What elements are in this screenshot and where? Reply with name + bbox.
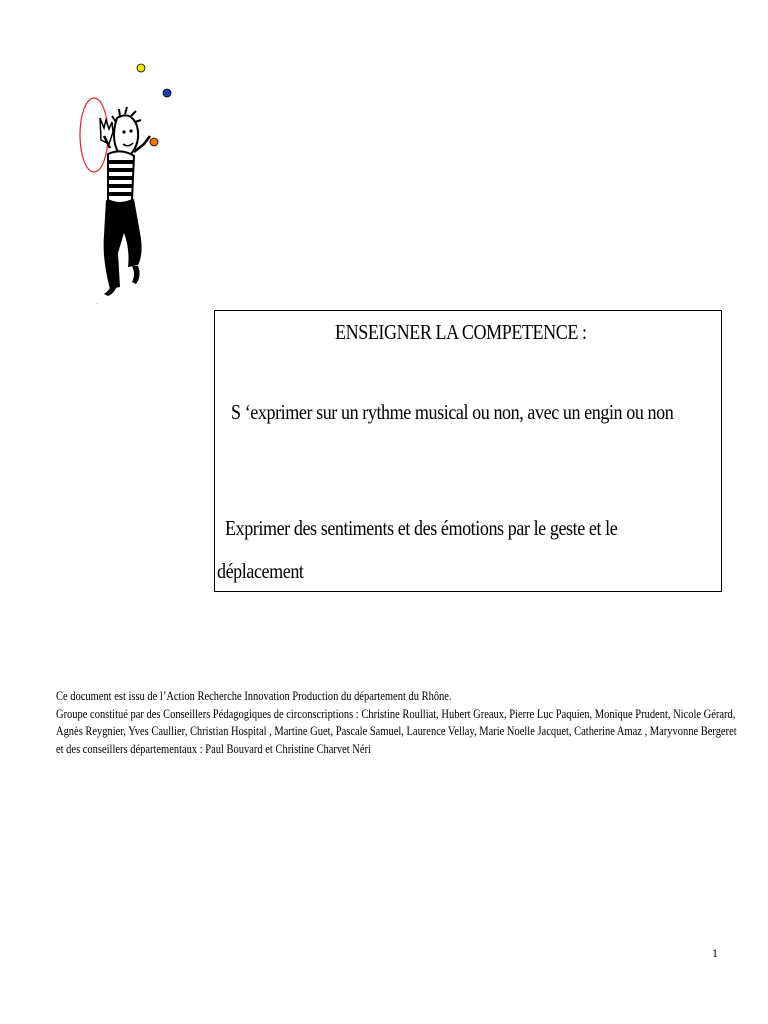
page-number: 1 xyxy=(712,946,718,960)
yellow-ball-icon xyxy=(137,64,145,72)
blue-ball-icon xyxy=(163,89,171,97)
credits-line: et des conseillers départementaux : Paul Bouvard et Christine Charvet Néri xyxy=(56,741,371,756)
competence-statement: S ‘exprimer sur un rythme musical ou non, avec un engin ou non xyxy=(231,400,674,424)
credits-line: Agnès Reygnier, Yves Caullier, Christian Hospital , Martine Guet, Pascale Samuel, Laurence Vellay, Marie Noelle Jacquet, Catherine Amaz , Maryvonne Bergeret xyxy=(56,724,737,738)
svg-text:·: · xyxy=(96,300,99,308)
credits-block xyxy=(56,688,737,758)
objective-line-2: déplacement xyxy=(217,559,304,583)
orange-ball-icon xyxy=(150,138,158,146)
juggler-clipart-icon xyxy=(72,56,172,314)
heading-competence: ENSEIGNER LA COMPETENCE : xyxy=(335,320,587,344)
credits-line: Ce document est issu de l’Action Recherche Innovation Production du département du Rhône. xyxy=(56,689,452,703)
title-box xyxy=(214,310,722,592)
objective-line-1: Exprimer des sentiments et des émotions par le geste et le xyxy=(225,516,618,540)
credits-line: Groupe constitué par des Conseillers Pédagogiques de circonscriptions : Christine Roulliat, Hubert Greaux, Pierre Luc Paquien, Monique Prudent, Nicole Gérard, xyxy=(56,706,736,721)
